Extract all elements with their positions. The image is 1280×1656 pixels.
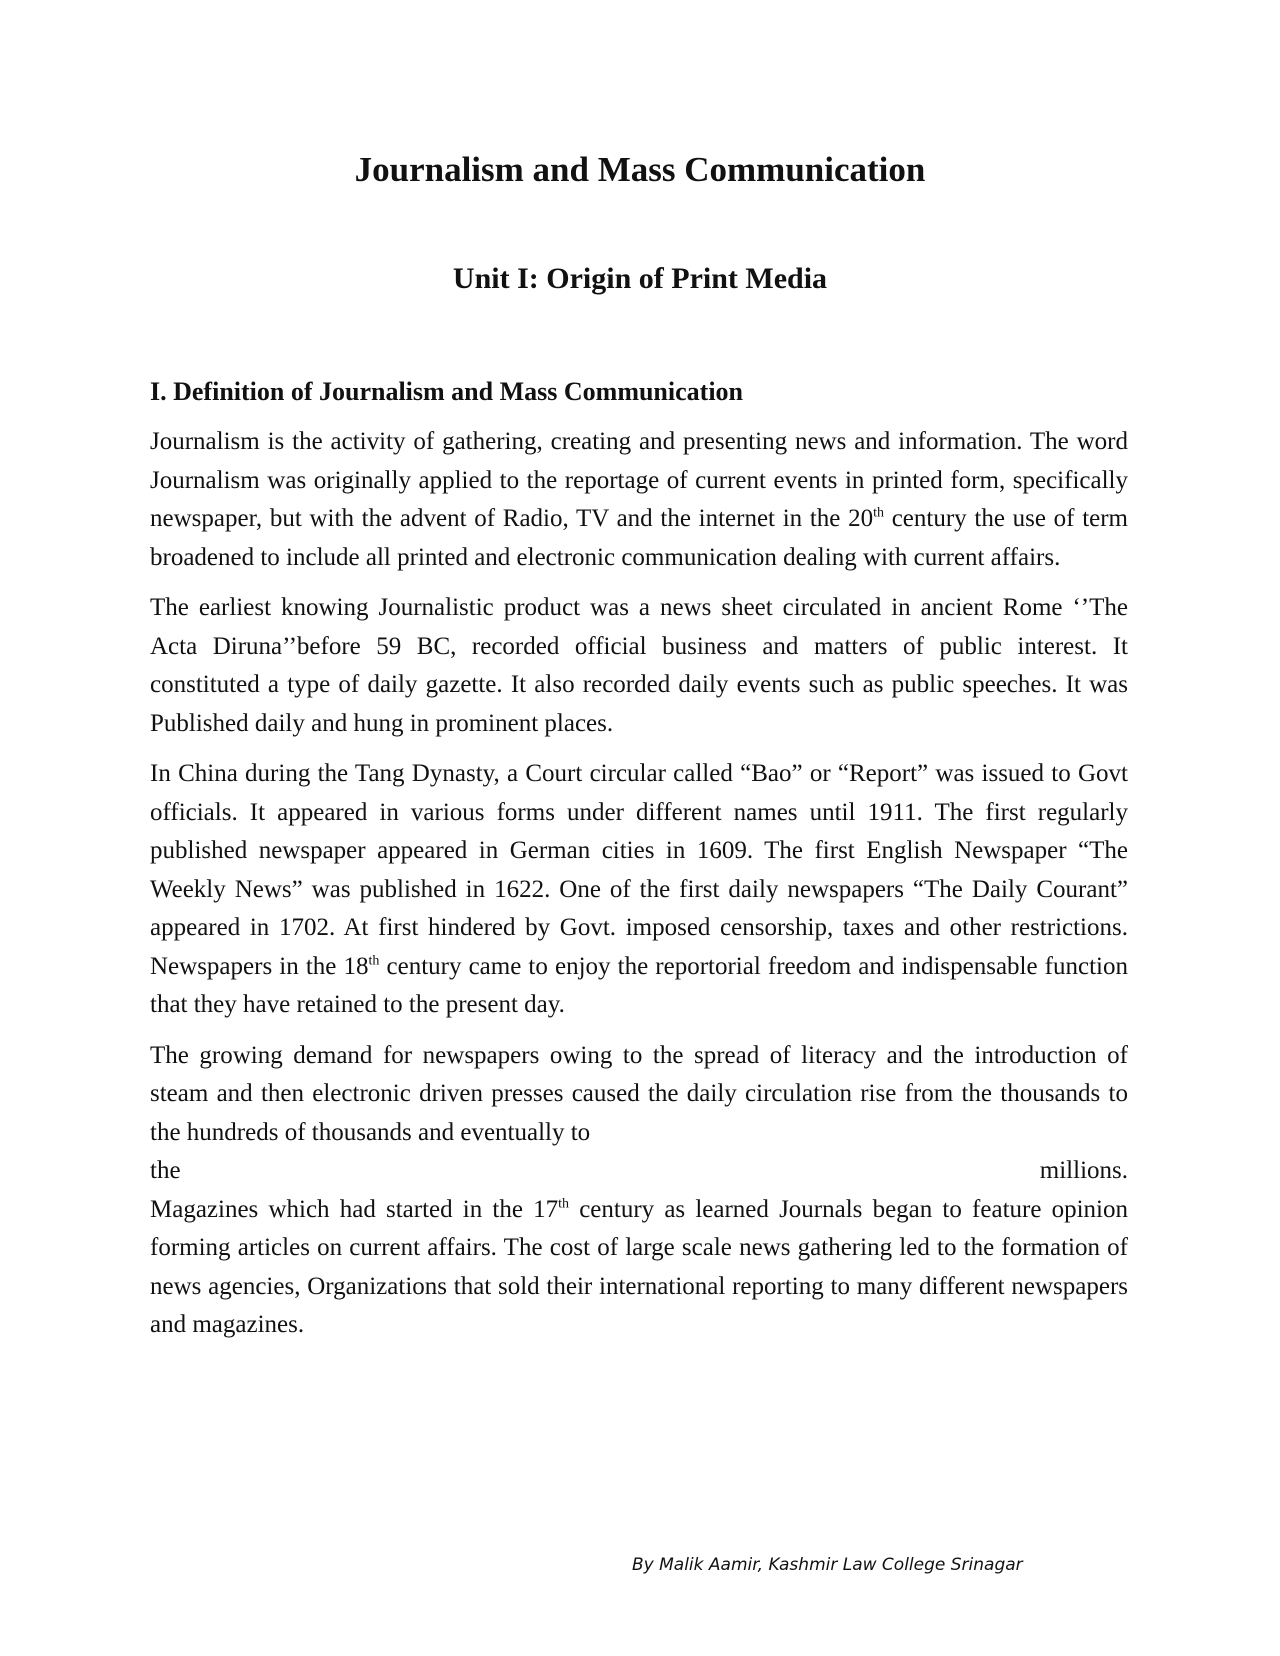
superscript: th — [368, 953, 380, 969]
paragraph-text: Magazines which had started in the 17 — [150, 1195, 559, 1223]
paragraph-journalism-definition — [150, 423, 1128, 577]
superscript: th — [558, 1196, 570, 1212]
paragraph-text: Journalism is the activity of gathering, creating and presenting news and information. The word Journalism was originally applied to the reportage of current events in printed form, specifically newspaper, but with the advent of Radio, TV and the internet in the 20 — [150, 428, 1128, 532]
document-body — [150, 375, 1128, 1357]
unit-title: Unit I: Origin of Print Media — [452, 262, 828, 295]
paragraph-last-line: the millions. — [150, 1157, 1128, 1184]
paragraph-text: In China during the Tang Dynasty, a Court circular called “Bao” or “Report” was issued to Govt officials. It appeared in various forms under different names until 1911. The first regularly published newspaper appeared in German cities in 1609. The first English Newspaper “The Weekly News” was published in 1622. One of the first daily newspapers “The Daily Courant” appeared in 1702. At first hindered by Govt. imposed censorship, taxes and other restrictions. Newspapers in the 18 — [150, 760, 1128, 980]
document-title: Journalism and Mass Communication — [354, 150, 926, 189]
paragraph-magazines — [150, 1191, 1128, 1345]
paragraph-text: century the use of term broadened to include all printed and electronic communication dealing with current affairs. — [150, 505, 1129, 571]
section-heading: I. Definition of Journalism and Mass Communication — [150, 377, 743, 406]
paragraph-text: century as learned Journals began to feature opinion forming articles on current affairs. The cost of large scale news gathering led to the formation of news agencies, Organizations that sold their international reporting to many different newspapers and magazines. — [150, 1195, 1128, 1338]
superscript: th — [873, 505, 884, 521]
paragraph-text: century came to enjoy the reportorial freedom and indispensable function that they have retained to the present day. — [150, 952, 1128, 1018]
paragraph-text: The growing demand for newspapers owing to the spread of literacy and the introduction of steam and then electronic driven presses caused the daily circulation rise from the thousands to the hundreds of thousands and eventually to — [150, 1041, 1128, 1146]
author-footer: By Malik Aamir, Kashmir Law College Srinagar — [632, 1555, 1023, 1575]
paragraph-growing-demand — [150, 1037, 1128, 1191]
paragraph-acta-diurna: The earliest knowing Journalistic product was a news sheet circulated in ancient Rome ‘’The Acta Diruna’’before 59 BC, recorded official business and matters of public interest. It constituted a type of daily gazette. It also recorded daily events such as public speeches. It was Published daily and hung in prominent places. — [150, 594, 1128, 737]
paragraph-early-newspapers — [150, 755, 1128, 1025]
